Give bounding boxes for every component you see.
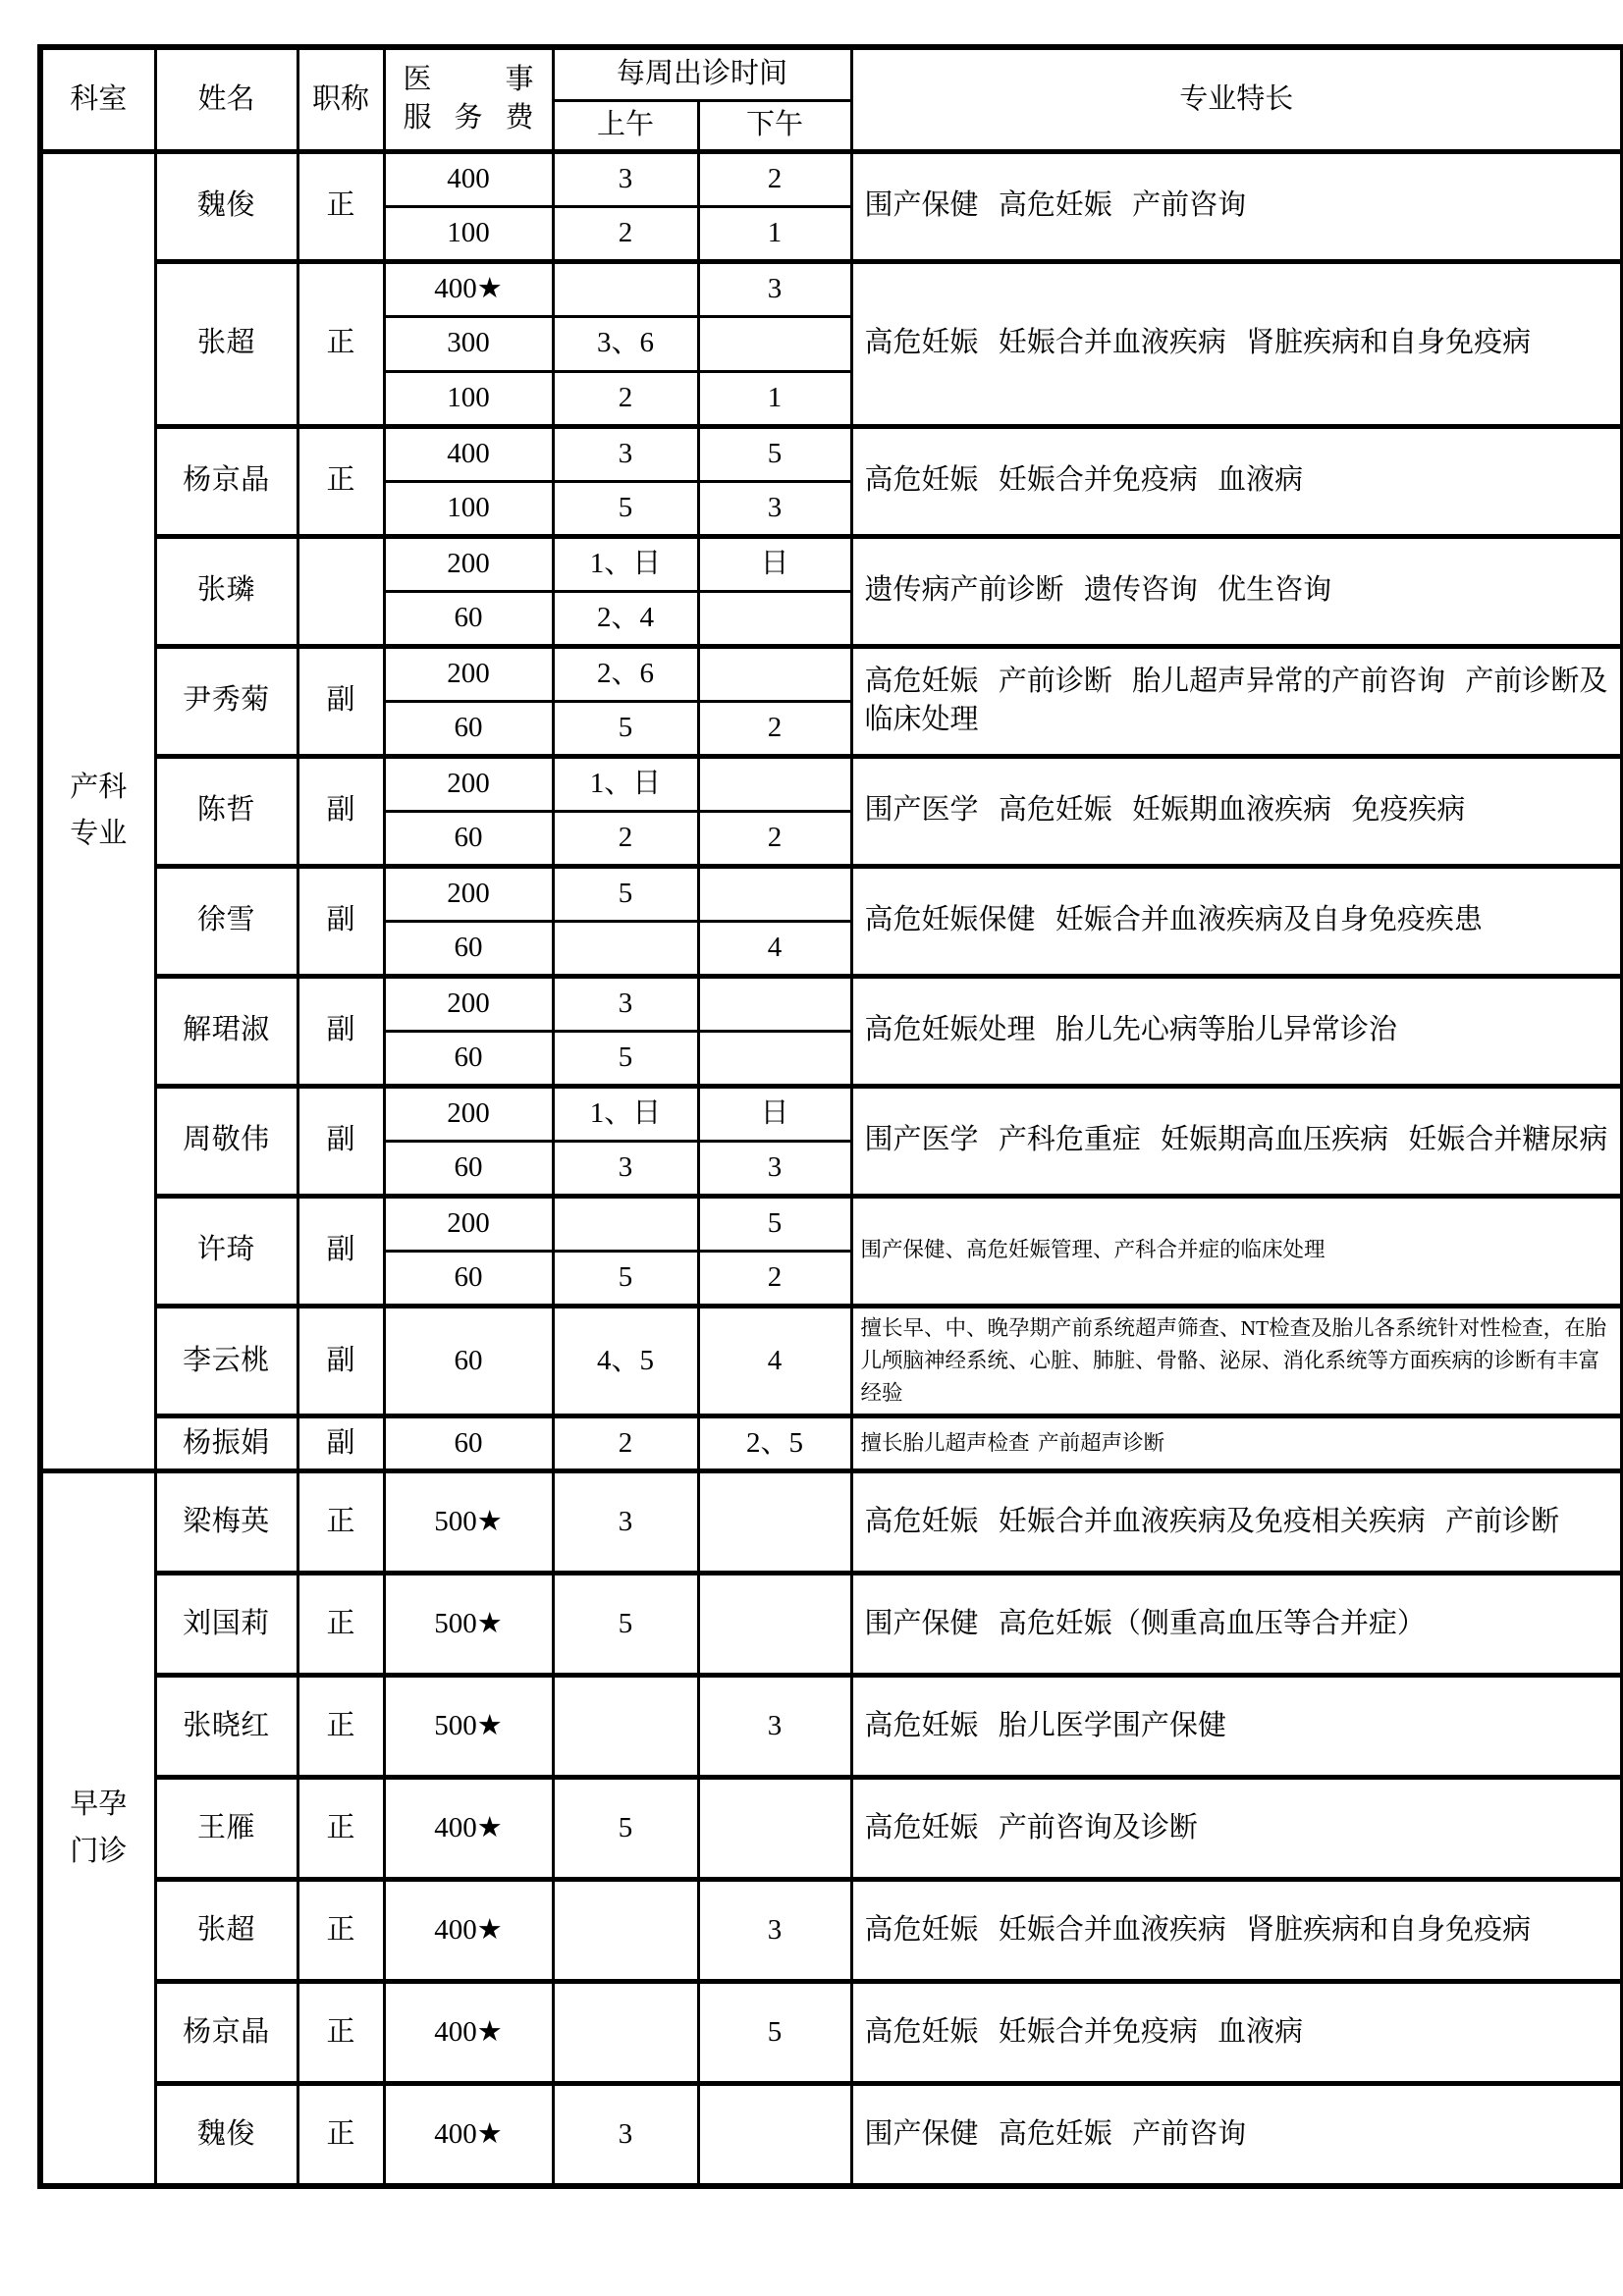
- fee-cell: 400★: [384, 1982, 553, 2084]
- header-am: 上午: [553, 100, 698, 151]
- pm-cell: 2: [698, 1251, 851, 1306]
- doctor-title-cell: 副: [298, 866, 384, 976]
- doctor-name-cell: 解珺淑: [155, 976, 298, 1086]
- am-cell: [553, 1676, 698, 1778]
- pm-cell: 1: [698, 206, 851, 261]
- specialty-cell: 高危妊娠 妊娠合并血液疾病 肾脏疾病和自身免疫病: [851, 1880, 1623, 1982]
- pm-cell: [698, 2084, 851, 2186]
- pm-cell: [698, 756, 851, 811]
- table-row: [40, 2084, 1623, 2186]
- am-cell: 3: [553, 426, 698, 481]
- doctor-title-cell: 正: [298, 426, 384, 536]
- doctor-name-cell: 张晓红: [155, 1676, 298, 1778]
- header-weekly-schedule: 每周出诊时间: [553, 47, 851, 100]
- am-cell: 2、6: [553, 646, 698, 701]
- specialty-cell: 高危妊娠 胎儿医学围产保健: [851, 1676, 1623, 1778]
- department-cell: [40, 151, 155, 1471]
- fee-cell: 300: [384, 316, 553, 371]
- fee-cell: 60: [384, 1031, 553, 1086]
- pm-cell: 3: [698, 1141, 851, 1196]
- am-cell: 2: [553, 1416, 698, 1471]
- table-row: [40, 1416, 1623, 1471]
- header-name: 姓名: [155, 47, 298, 151]
- doctor-title-cell: 正: [298, 261, 384, 426]
- table-row: [40, 151, 1623, 206]
- specialty-cell: 遗传病产前诊断 遗传咨询 优生咨询: [851, 536, 1623, 646]
- doctor-name-cell: 杨京晶: [155, 426, 298, 536]
- doctor-name-cell: 张超: [155, 261, 298, 426]
- am-cell: 3: [553, 151, 698, 206]
- fee-cell: 400★: [384, 2084, 553, 2186]
- specialty-cell: 高危妊娠 产前咨询及诊断: [851, 1778, 1623, 1880]
- am-cell: 4、5: [553, 1306, 698, 1416]
- table-row: [40, 646, 1623, 701]
- am-cell: [553, 261, 698, 316]
- doctor-name-cell: 张超: [155, 1880, 298, 1982]
- doctor-title-cell: 正: [298, 1471, 384, 1574]
- pm-cell: [698, 1778, 851, 1880]
- pm-cell: 2、5: [698, 1416, 851, 1471]
- am-cell: 5: [553, 481, 698, 536]
- table-row: [40, 1778, 1623, 1880]
- pm-cell: [698, 976, 851, 1031]
- specialty-cell: 围产保健 高危妊娠 产前咨询: [851, 2084, 1623, 2186]
- pm-cell: 5: [698, 1982, 851, 2084]
- pm-cell: [698, 1031, 851, 1086]
- table-row: [40, 1676, 1623, 1778]
- specialty-cell: 围产保健 高危妊娠（侧重高血压等合并症）: [851, 1574, 1623, 1676]
- header-specialty: 专业特长: [851, 47, 1623, 151]
- table-row: [40, 536, 1623, 591]
- fee-cell: 100: [384, 481, 553, 536]
- fee-cell: 100: [384, 206, 553, 261]
- specialty-cell: 高危妊娠 妊娠合并免疫病 血液病: [851, 1982, 1623, 2084]
- header-department: 科室: [40, 47, 155, 151]
- fee-cell: 200: [384, 1196, 553, 1251]
- am-cell: 2: [553, 811, 698, 866]
- doctor-title-cell: 正: [298, 151, 384, 261]
- pm-cell: 2: [698, 811, 851, 866]
- fee-cell: 400: [384, 151, 553, 206]
- doctor-name-cell: 徐雪: [155, 866, 298, 976]
- am-cell: 5: [553, 1031, 698, 1086]
- doctor-title-cell: 正: [298, 2084, 384, 2186]
- specialty-cell: 围产保健、高危妊娠管理、产科合并症的临床处理: [851, 1196, 1623, 1306]
- am-cell: 5: [553, 1251, 698, 1306]
- table-row: [40, 1306, 1623, 1416]
- pm-cell: 日: [698, 536, 851, 591]
- fee-cell: 400★: [384, 1778, 553, 1880]
- doctor-title-cell: 副: [298, 1306, 384, 1416]
- specialty-cell: 高危妊娠 妊娠合并血液疾病 肾脏疾病和自身免疫病: [851, 261, 1623, 426]
- fee-cell: 60: [384, 1306, 553, 1416]
- specialty-cell: 围产医学 高危妊娠 妊娠期血液疾病 免疫疾病: [851, 756, 1623, 866]
- pm-cell: 2: [698, 151, 851, 206]
- table-row: [40, 976, 1623, 1031]
- fee-cell: 400★: [384, 1880, 553, 1982]
- fee-cell: 60: [384, 811, 553, 866]
- table-row: [40, 1471, 1623, 1574]
- pm-cell: 4: [698, 1306, 851, 1416]
- am-cell: [553, 1196, 698, 1251]
- fee-cell: 60: [384, 1416, 553, 1471]
- pm-cell: 5: [698, 1196, 851, 1251]
- header-title: 职称: [298, 47, 384, 151]
- table-row: [40, 261, 1623, 316]
- doctor-name-cell: 李云桃: [155, 1306, 298, 1416]
- am-cell: 2: [553, 371, 698, 426]
- table-row: [40, 1196, 1623, 1251]
- header-fee: [384, 47, 553, 151]
- am-cell: 2、4: [553, 591, 698, 646]
- fee-cell: 200: [384, 1086, 553, 1141]
- fee-cell: 500★: [384, 1471, 553, 1574]
- department-label: 早孕门诊: [70, 1788, 128, 1867]
- specialty-cell: 高危妊娠 妊娠合并免疫病 血液病: [851, 426, 1623, 536]
- table-row: [40, 1574, 1623, 1676]
- specialty-cell: 围产保健 高危妊娠 产前咨询: [851, 151, 1623, 261]
- doctor-title-cell: 正: [298, 1982, 384, 2084]
- doctor-schedule-table: [37, 44, 1623, 2189]
- table-body: [40, 151, 1623, 2186]
- fee-cell: 500★: [384, 1574, 553, 1676]
- am-cell: 1、日: [553, 536, 698, 591]
- pm-cell: 3: [698, 481, 851, 536]
- doctor-name-cell: 周敬伟: [155, 1086, 298, 1196]
- doctor-title-cell: [298, 536, 384, 646]
- pm-cell: 日: [698, 1086, 851, 1141]
- specialty-cell: 高危妊娠处理 胎儿先心病等胎儿异常诊治: [851, 976, 1623, 1086]
- fee-cell: 60: [384, 1251, 553, 1306]
- doctor-name-cell: 尹秀菊: [155, 646, 298, 756]
- doctor-title-cell: 正: [298, 1778, 384, 1880]
- pm-cell: 1: [698, 371, 851, 426]
- specialty-cell: 高危妊娠保健 妊娠合并血液疾病及自身免疫疾患: [851, 866, 1623, 976]
- specialty-cell: 围产医学 产科危重症 妊娠期高血压疾病 妊娠合并糖尿病: [851, 1086, 1623, 1196]
- doctor-name-cell: 许琦: [155, 1196, 298, 1306]
- doctor-title-cell: 副: [298, 646, 384, 756]
- pm-cell: [698, 1471, 851, 1574]
- fee-cell: 200: [384, 756, 553, 811]
- table-row: [40, 426, 1623, 481]
- pm-cell: [698, 1574, 851, 1676]
- am-cell: 3: [553, 1141, 698, 1196]
- fee-cell: 200: [384, 646, 553, 701]
- am-cell: 3: [553, 976, 698, 1031]
- fee-cell: 60: [384, 701, 553, 756]
- fee-cell: 500★: [384, 1676, 553, 1778]
- am-cell: [553, 1982, 698, 2084]
- table-row: [40, 1086, 1623, 1141]
- am-cell: 1、日: [553, 1086, 698, 1141]
- am-cell: 3: [553, 2084, 698, 2186]
- am-cell: [553, 1880, 698, 1982]
- header-fee-line1: 医 事: [403, 64, 534, 96]
- am-cell: 5: [553, 866, 698, 921]
- doctor-name-cell: 陈哲: [155, 756, 298, 866]
- fee-cell: 100: [384, 371, 553, 426]
- fee-cell: 200: [384, 866, 553, 921]
- doctor-title-cell: 副: [298, 1086, 384, 1196]
- fee-cell: 60: [384, 1141, 553, 1196]
- doctor-title-cell: 正: [298, 1880, 384, 1982]
- am-cell: 3: [553, 1471, 698, 1574]
- department-cell: [40, 1471, 155, 2186]
- pm-cell: [698, 646, 851, 701]
- doctor-name-cell: 杨振娟: [155, 1416, 298, 1471]
- doctor-name-cell: 魏俊: [155, 151, 298, 261]
- doctor-name-cell: 梁梅英: [155, 1471, 298, 1574]
- pm-cell: [698, 591, 851, 646]
- pm-cell: [698, 316, 851, 371]
- am-cell: 5: [553, 1574, 698, 1676]
- doctor-name-cell: 王雁: [155, 1778, 298, 1880]
- doctor-name-cell: 魏俊: [155, 2084, 298, 2186]
- am-cell: 3、6: [553, 316, 698, 371]
- doctor-title-cell: 副: [298, 976, 384, 1086]
- department-label: 产科专业: [70, 771, 128, 850]
- am-cell: [553, 921, 698, 976]
- table-row: [40, 1982, 1623, 2084]
- specialty-cell: 擅长早、中、晚孕期产前系统超声筛查、NT检查及胎儿各系统针对性检查，在胎儿颅脑神经系统、心脏、肺脏、骨骼、泌尿、消化系统等方面疾病的诊断有丰富经验: [851, 1306, 1623, 1416]
- pm-cell: 3: [698, 261, 851, 316]
- fee-cell: 400: [384, 426, 553, 481]
- fee-cell: 400★: [384, 261, 553, 316]
- fee-cell: 200: [384, 976, 553, 1031]
- pm-cell: 3: [698, 1880, 851, 1982]
- doctor-title-cell: 正: [298, 1676, 384, 1778]
- header-fee-line2: 服务费: [403, 102, 534, 134]
- table-row: [40, 866, 1623, 921]
- pm-cell: 3: [698, 1676, 851, 1778]
- fee-cell: 200: [384, 536, 553, 591]
- specialty-cell: 高危妊娠 妊娠合并血液疾病及免疫相关疾病 产前诊断: [851, 1471, 1623, 1574]
- am-cell: 5: [553, 701, 698, 756]
- pm-cell: 5: [698, 426, 851, 481]
- am-cell: 5: [553, 1778, 698, 1880]
- specialty-cell: 擅长胎儿超声检查 产前超声诊断: [851, 1416, 1623, 1471]
- pm-cell: [698, 866, 851, 921]
- doctor-title-cell: 副: [298, 1416, 384, 1471]
- table-row: [40, 1880, 1623, 1982]
- pm-cell: 2: [698, 701, 851, 756]
- fee-cell: 60: [384, 921, 553, 976]
- am-cell: 1、日: [553, 756, 698, 811]
- pm-cell: 4: [698, 921, 851, 976]
- am-cell: 2: [553, 206, 698, 261]
- specialty-cell: 高危妊娠 产前诊断 胎儿超声异常的产前咨询 产前诊断及临床处理: [851, 646, 1623, 756]
- doctor-title-cell: 副: [298, 1196, 384, 1306]
- header-pm: 下午: [698, 100, 851, 151]
- doctor-name-cell: 张璘: [155, 536, 298, 646]
- doctor-title-cell: 正: [298, 1574, 384, 1676]
- fee-cell: 60: [384, 591, 553, 646]
- doctor-title-cell: 副: [298, 756, 384, 866]
- doctor-name-cell: 刘国莉: [155, 1574, 298, 1676]
- doctor-name-cell: 杨京晶: [155, 1982, 298, 2084]
- table-header: [40, 47, 1623, 151]
- table-row: [40, 756, 1623, 811]
